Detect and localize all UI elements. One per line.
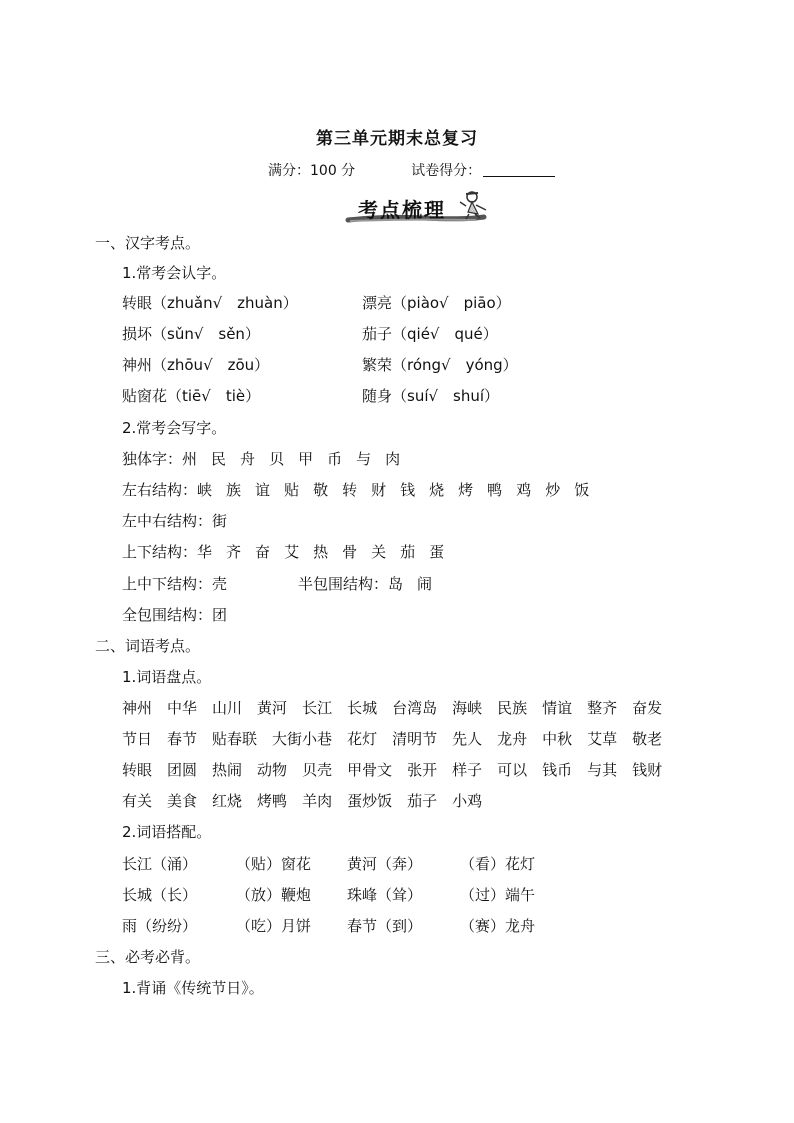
single-chars-row — [122, 449, 414, 469]
section-2-heading: 二、词语考点。 — [95, 637, 201, 655]
tmb-label: 上中下结构： — [122, 575, 213, 593]
word: 烤鸭 — [257, 792, 288, 810]
word: 海峡 — [452, 699, 483, 717]
collocation: 春节（到） — [347, 917, 423, 935]
collocation: （贴）窗花 — [236, 855, 312, 873]
collocation: 雨（纷纷） — [122, 917, 198, 935]
word: 羊肉 — [302, 792, 333, 810]
word: 节日 — [122, 730, 153, 748]
word-row — [122, 729, 662, 749]
word: 情谊 — [542, 699, 573, 717]
full-enclosure-row — [122, 605, 227, 625]
word: 黄河 — [257, 699, 288, 717]
word: 民族 — [497, 699, 528, 717]
lmr-label: 左中右结构： — [122, 512, 213, 530]
word: 清明节 — [392, 730, 438, 748]
collocation: （赛）龙舟 — [460, 917, 536, 935]
tb-label: 上下结构： — [122, 543, 198, 561]
char: 与 — [356, 450, 372, 468]
section-3-heading: 三、必考必背。 — [95, 948, 201, 966]
section-2-sub-1: 1.词语盘点。 — [122, 668, 212, 686]
char: 蛋 — [429, 543, 445, 561]
section-1-sub-2: 2.常考会写字。 — [122, 419, 227, 437]
char: 甲 — [298, 450, 314, 468]
banner-title: 考点梳理 — [358, 198, 446, 222]
char: 奋 — [255, 543, 271, 561]
recognize-item: 转眼（zhuǎn√ zhuàn） — [122, 294, 298, 312]
recognize-item: 繁荣（róng√ yóng） — [362, 356, 518, 374]
word: 钱财 — [632, 761, 663, 779]
word: 艾草 — [587, 730, 618, 748]
word: 山川 — [212, 699, 243, 717]
word: 奋发 — [632, 699, 663, 717]
word: 有关 — [122, 792, 153, 810]
char: 族 — [226, 481, 242, 499]
page-title: 第三单元期末总复习 — [316, 129, 478, 149]
collocation: 珠峰（耸） — [347, 886, 423, 904]
word: 敬老 — [632, 730, 663, 748]
char: 骨 — [342, 543, 358, 561]
word: 热闹 — [212, 761, 243, 779]
single-label: 独体字： — [122, 450, 183, 468]
word: 长城 — [347, 699, 378, 717]
word-row — [122, 791, 497, 811]
char: 壳 — [212, 575, 228, 593]
char: 州 — [182, 450, 198, 468]
char: 鸡 — [516, 481, 532, 499]
char: 齐 — [226, 543, 242, 561]
collocation: 黄河（奔） — [347, 855, 423, 873]
word: 中华 — [167, 699, 198, 717]
word: 小鸡 — [452, 792, 483, 810]
char: 转 — [342, 481, 358, 499]
word: 神州 — [122, 699, 153, 717]
section-1-sub-1: 1.常考会认字。 — [122, 264, 227, 282]
word: 张开 — [407, 761, 438, 779]
char: 财 — [371, 481, 387, 499]
char: 炒 — [545, 481, 561, 499]
word: 长江 — [302, 699, 333, 717]
left-right-chars-row — [122, 480, 603, 500]
word: 春节 — [167, 730, 198, 748]
word: 花灯 — [347, 730, 378, 748]
half-enclosure-row — [298, 574, 446, 594]
char: 闹 — [417, 575, 433, 593]
word: 贝壳 — [302, 761, 333, 779]
char: 烤 — [458, 481, 474, 499]
score-blank — [483, 164, 555, 177]
char: 烧 — [429, 481, 445, 499]
left-middle-right-row — [122, 511, 241, 531]
char: 艾 — [284, 543, 300, 561]
char: 街 — [212, 512, 228, 530]
char: 舟 — [240, 450, 256, 468]
collocation: 长江（涌） — [122, 855, 198, 873]
char: 岛 — [388, 575, 404, 593]
word: 美食 — [167, 792, 198, 810]
half-label: 半包围结构： — [298, 575, 389, 593]
word: 台湾岛 — [392, 699, 438, 717]
word: 贴春联 — [212, 730, 258, 748]
score-line — [268, 160, 555, 180]
section-3-sub-1: 1.背诵《传统节日》。 — [122, 979, 264, 997]
char: 饭 — [574, 481, 590, 499]
word: 红烧 — [212, 792, 243, 810]
word: 团圆 — [167, 761, 198, 779]
word-row — [122, 760, 662, 780]
char: 贴 — [284, 481, 300, 499]
word: 先人 — [452, 730, 483, 748]
tmb-half-row — [122, 574, 227, 594]
char: 肉 — [385, 450, 401, 468]
char: 热 — [313, 543, 329, 561]
recognize-item: 茄子（qié√ qué） — [362, 325, 498, 343]
collocation: （过）端午 — [460, 886, 536, 904]
word-row — [122, 698, 662, 718]
char: 贝 — [269, 450, 285, 468]
char: 关 — [371, 543, 387, 561]
recognize-item: 贴窗花（tiē√ tiè） — [122, 387, 261, 405]
word: 蛋炒饭 — [347, 792, 393, 810]
collocation: 长城（长） — [122, 886, 198, 904]
child-figure-icon — [456, 190, 492, 220]
char: 民 — [211, 450, 227, 468]
word: 样子 — [452, 761, 483, 779]
word: 动物 — [257, 761, 288, 779]
section-1-heading: 一、汉字考点。 — [95, 234, 201, 252]
char: 鸭 — [487, 481, 503, 499]
obtained-score-label: 试卷得分： — [411, 163, 482, 179]
word: 转眼 — [122, 761, 153, 779]
char: 华 — [197, 543, 213, 561]
section-2-sub-2: 2.词语搭配。 — [122, 823, 212, 841]
word: 可以 — [497, 761, 528, 779]
recognize-item: 随身（suí√ shuí） — [362, 387, 500, 405]
char: 茄 — [400, 543, 416, 561]
full-score: 满分：100 分 — [268, 163, 356, 179]
char: 峡 — [197, 481, 213, 499]
word: 甲骨文 — [347, 761, 393, 779]
collocation: （看）花灯 — [460, 855, 536, 873]
recognize-item: 漂亮（piào√ piāo） — [362, 294, 511, 312]
word: 中秋 — [542, 730, 573, 748]
word: 钱币 — [542, 761, 573, 779]
section-banner — [344, 190, 504, 224]
char: 币 — [327, 450, 343, 468]
full-label: 全包围结构： — [122, 606, 213, 624]
top-bottom-chars-row — [122, 542, 458, 562]
recognize-item: 神州（zhōu√ zōu） — [122, 356, 270, 374]
collocation: （放）鞭炮 — [236, 886, 312, 904]
word: 大街小巷 — [272, 730, 333, 748]
word: 与其 — [587, 761, 618, 779]
word: 龙舟 — [497, 730, 528, 748]
lr-label: 左右结构： — [122, 481, 198, 499]
char: 团 — [212, 606, 228, 624]
word: 整齐 — [587, 699, 618, 717]
char: 钱 — [400, 481, 416, 499]
word: 茄子 — [407, 792, 438, 810]
collocation: （吃）月饼 — [236, 917, 312, 935]
recognize-item: 损坏（sǔn√ sěn） — [122, 325, 260, 343]
char: 谊 — [255, 481, 271, 499]
char: 敬 — [313, 481, 329, 499]
